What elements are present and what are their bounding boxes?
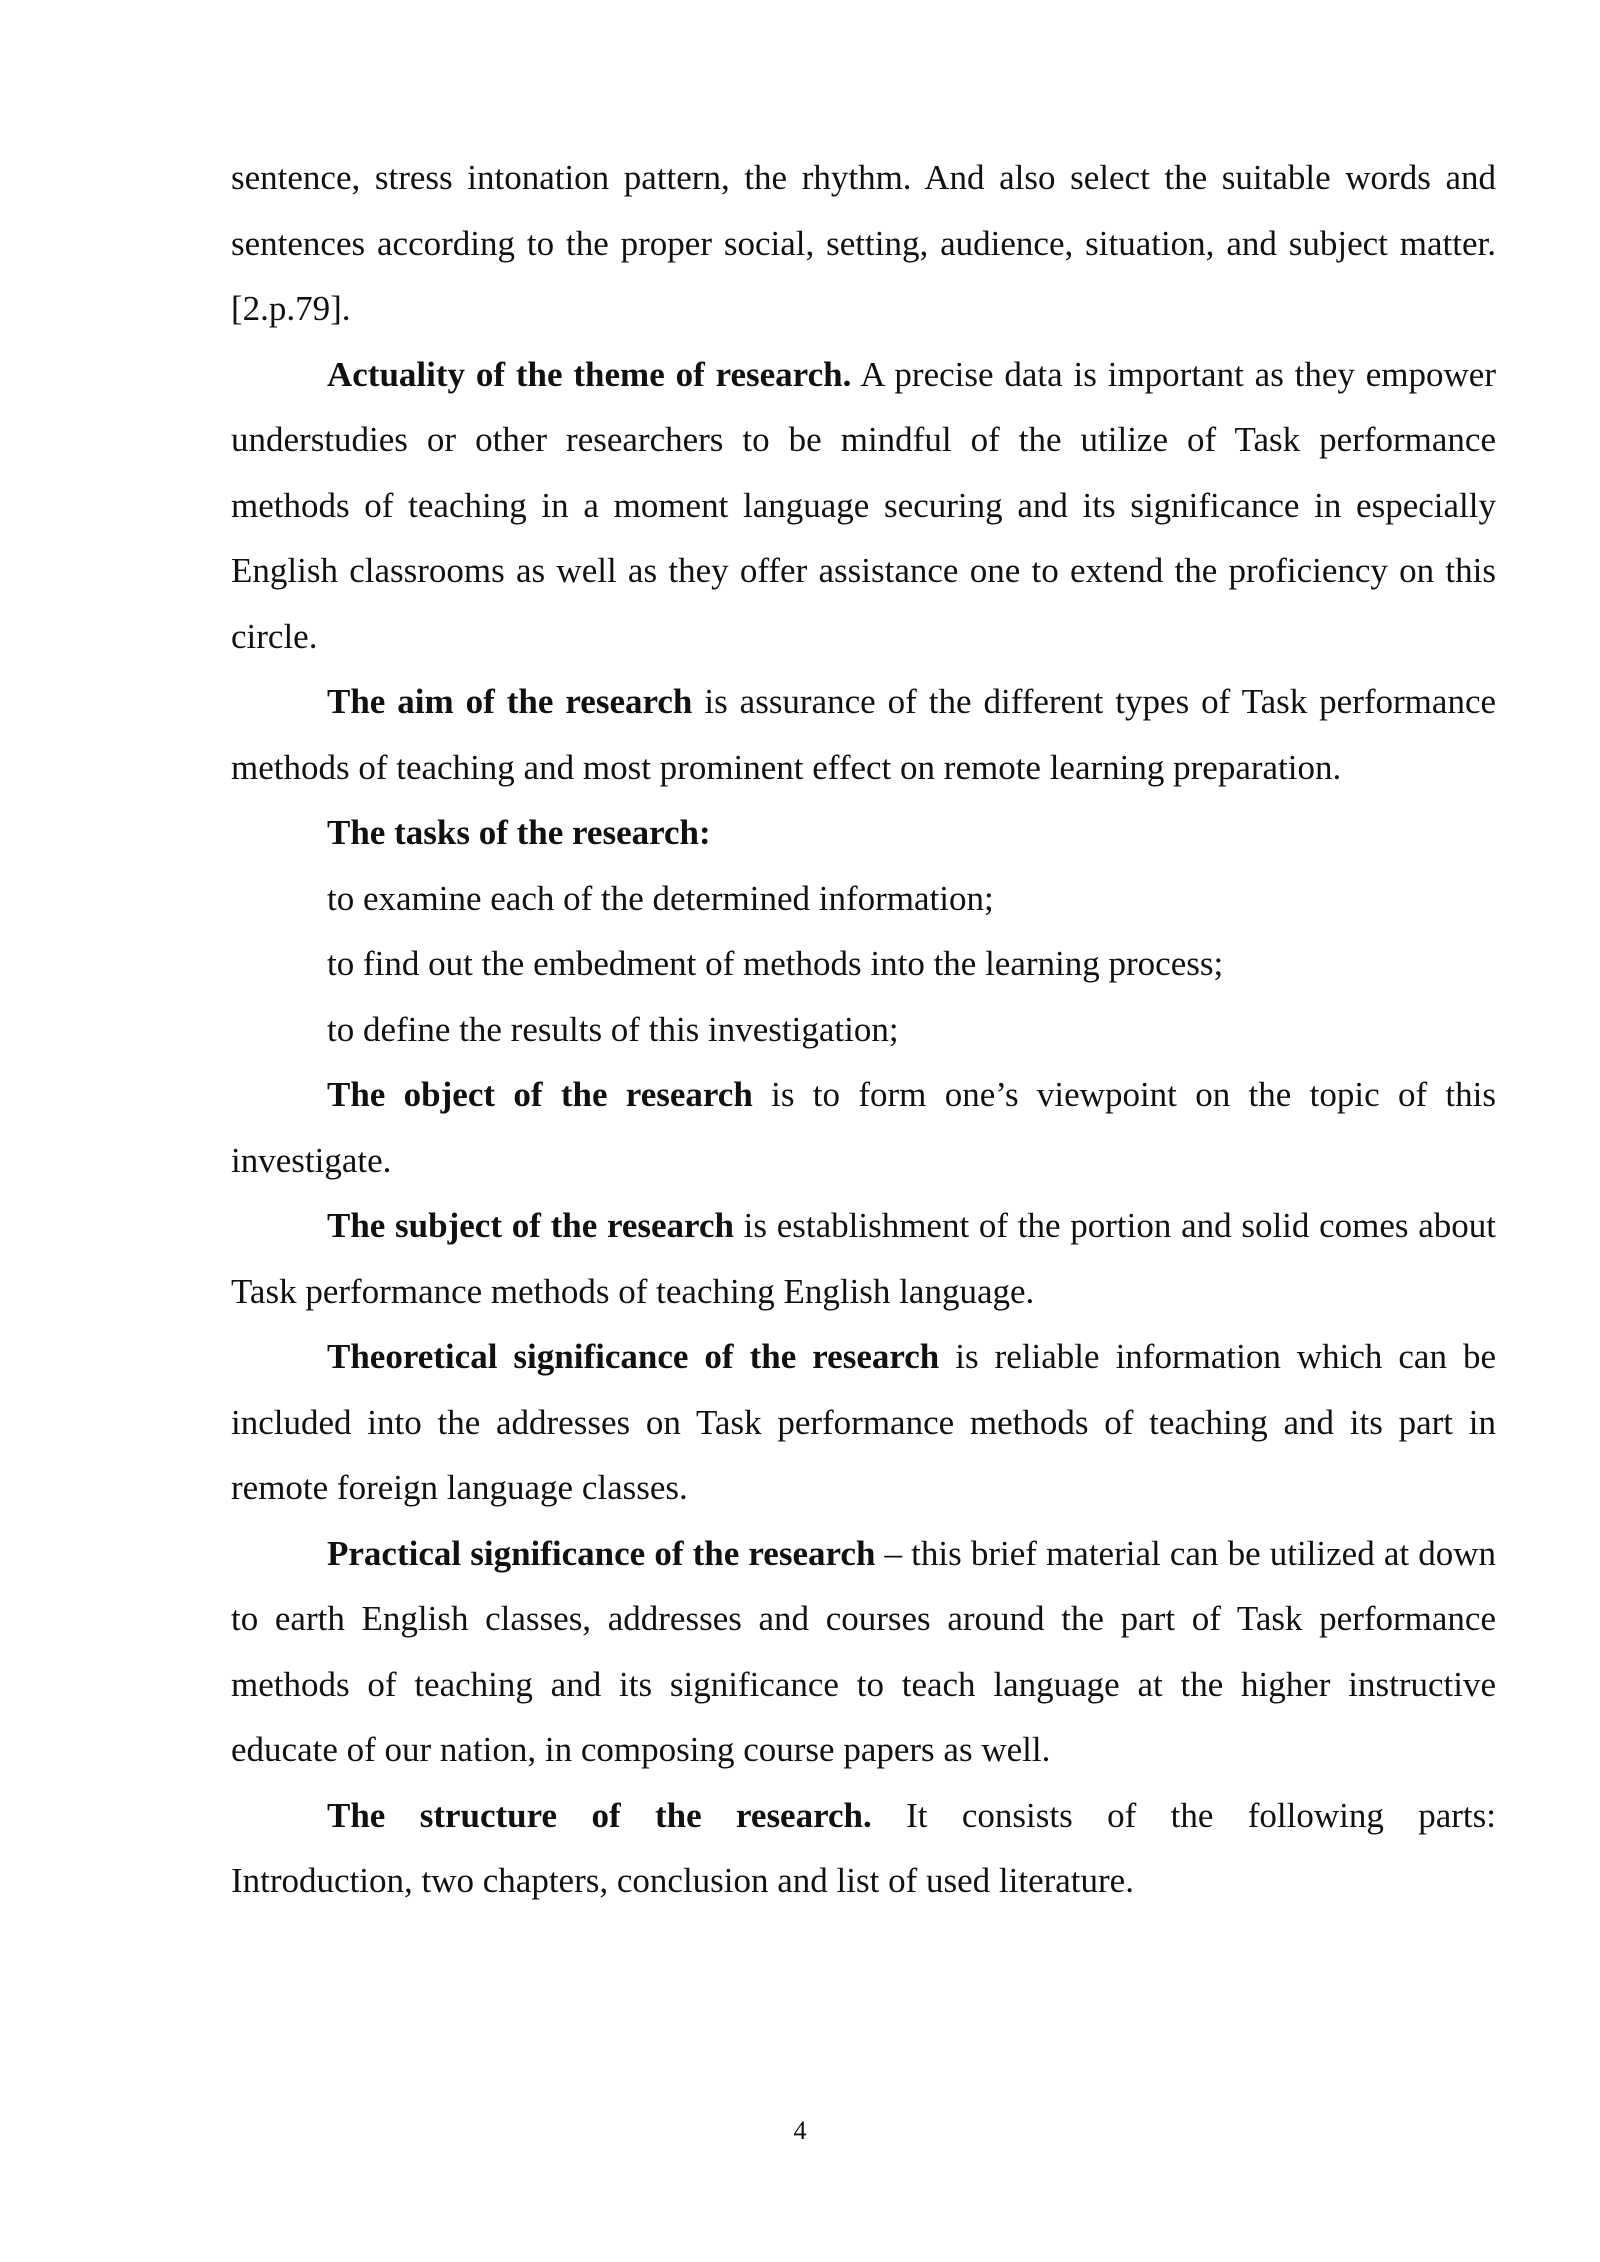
- heading-object: The object of the research: [327, 1075, 753, 1114]
- task-item: to examine each of the determined information;: [327, 878, 994, 918]
- text-actuality: A precise data is important as they empower understudies or other researchers to be mindful of the utilize of Task performance methods of teaching in a moment language securing and its significance in especially English classrooms as well as they offer assistance one to extend the proficiency on this circle.: [231, 354, 1496, 656]
- paragraph-theoretical: [231, 1324, 1496, 1521]
- paragraph-structure-continued: Introduction, two chapters, conclusion and list of used literature.: [231, 1861, 1134, 1900]
- heading-actuality: Actuality of the theme of research.: [327, 354, 852, 394]
- paragraph-practical: [231, 1521, 1496, 1783]
- heading-subject: The subject of the research: [327, 1206, 734, 1245]
- paragraph-structure: [231, 1783, 1496, 1849]
- heading-practical: Practical significance of the research: [327, 1533, 876, 1573]
- body-text: [231, 145, 1496, 1914]
- text-practical: – this brief material can be utilized at down to earth English classes, addresses and courses around the part of Task performance methods of teaching and its significance to teach language at the higher instructive educate of our nation, in composing course papers as well.: [231, 1533, 1496, 1769]
- text-aim: is assurance of the different types of Task performance methods of teaching and most prominent effect on remote learning preparation.: [231, 682, 1497, 787]
- heading-aim: The aim of the research: [327, 682, 693, 721]
- paragraph-actuality: [231, 342, 1496, 670]
- heading-structure: The structure of the research.: [327, 1795, 872, 1835]
- heading-tasks: The tasks of the research:: [327, 813, 711, 852]
- text-theoretical: is reliable information which can be included into the addresses on Task performance methods of teaching and its part in remote foreign language classes.: [231, 1337, 1496, 1507]
- paragraph-object: [231, 1062, 1496, 1193]
- paragraph-subject: [231, 1193, 1496, 1324]
- paragraph-aim: [231, 669, 1496, 800]
- paragraph-continuation: sentence, stress intonation pattern, the rhythm. And also select the suitable words and sentences according to the proper social, setting, audience, situation, and subject matter. [2.p.79].: [231, 158, 1496, 328]
- page-number: 4: [793, 2116, 807, 2145]
- heading-tasks-line: [231, 800, 1496, 866]
- task-item: to define the results of this investigation;: [327, 1009, 899, 1049]
- task-item: to find out the embedment of methods into the learning process;: [327, 944, 1224, 983]
- text-subject: is establishment of the portion and solid comes about Task performance methods of teaching English language.: [231, 1206, 1496, 1311]
- heading-theoretical: Theoretical significance of the research: [327, 1337, 940, 1376]
- text-object: is to form one’s viewpoint on the topic of this investigate.: [231, 1075, 1497, 1180]
- text-structure-line1: It consists of the following parts:: [871, 1795, 1496, 1835]
